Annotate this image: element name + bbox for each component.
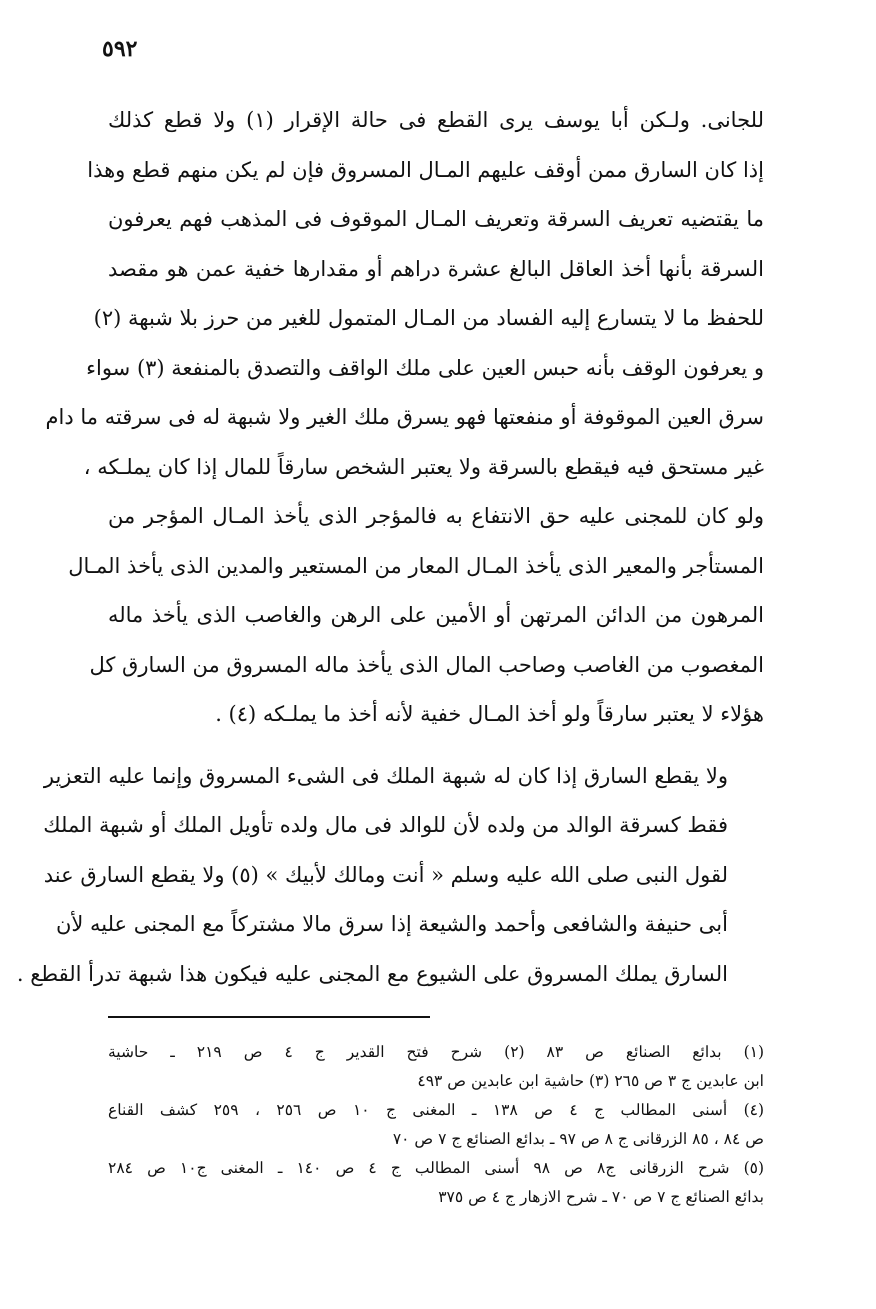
- text-line: السارق يملك المسروق على الشيوع مع المجنى عليه فيكون هذا شبهة تدرأ القطع .: [16, 961, 728, 986]
- footnote-line: ص ٨٤ ، ٨٥ الزرقانى ج ٨ ص ٩٧ ـ بدائع الصنائع ج ٧ ص ٧٠: [392, 1130, 764, 1148]
- footnote-line: ابن عابدين ج ٣ ص ٢٦٥ (٣) حاشية ابن عابدين ص ٤٩٣: [417, 1072, 764, 1090]
- text-line: هؤلاء لا يعتبر سارقاً ولو أخذ المـال خفية لأنه أخذ ما يملـكه (٤) .: [215, 702, 764, 726]
- text-line: لقول النبى صلى الله عليه وسلم « أنت ومالك لأبيك » (٥) ولا يقطع السارق عند: [43, 862, 728, 887]
- text-line: فقط كسرقة الوالد من ولده لأن للوالد فى مال ولده تأويل الملك أو شبهة الملك: [43, 813, 728, 837]
- text-line: ولو كان للمجنى عليه حق الانتفاع به فالمؤجر الذى يأخذ المـال المؤجر من: [108, 504, 764, 528]
- text-line: و يعرفون الوقف بأنه حبس العين على ملك الواقف والتصدق بالمنفعة (٣) سواء: [86, 355, 764, 380]
- footnote-line: (٤) أسنى المطالب ج ٤ ص ١٣٨ ـ المغنى ج ١٠ ص ٢٥٦ ، ٢٥٩ كشف القناع: [108, 1101, 765, 1119]
- text-line: المستأجر والمعير الذى يأخذ المـال المعار من المستعير والمدين الذى يأخذ المـال: [68, 553, 764, 578]
- main-text: [16, 96, 764, 999]
- text-line: للجانى. ولـكن أبا يوسف يرى القطع فى حالة الإقرار (١) ولا قطع كذلك: [108, 108, 764, 132]
- text-line: ولا يقطع السارق إذا كان له شبهة الملك فى الشىء المسروق وإنما عليه التعزير: [43, 763, 728, 788]
- footnotes: [108, 1038, 764, 1212]
- footnote-line: بدائع الصنائع ج ٧ ص ٧٠ ـ شرح الازهار ج ٤ ص ٣٧٥: [438, 1188, 764, 1206]
- text-line: المغصوب من الغاصب وصاحب المال الذى يأخذ ماله المسروق من السارق كل: [89, 652, 764, 677]
- footnote-line: (١) بدائع الصنائع ص ٨٣ (٢) شرح فتح القدير ج ٤ ص ٢١٩ ـ حاشية: [108, 1043, 765, 1061]
- text-line: السرقة بأنها أخذ العاقل البالغ عشرة دراهم أو مقدارها خفية عمن هو مقصد: [108, 256, 764, 281]
- text-line: سرق العين الموقوفة أو منفعتها فهو يسرق ملك الغير ولا شبهة له فى سرقته ما دام: [45, 405, 764, 429]
- text-line: إذا كان السارق ممن أوقف عليهم المـال المسروق فإن لم يكن منهم قطع وهذا: [87, 157, 764, 182]
- text-line: المرهون من الدائن المرتهن أو الأمين على الرهن والغاصب الذى يأخذ ماله: [108, 603, 764, 627]
- text-line: أبى حنيفة والشافعى وأحمد والشيعة إذا سرق مالا مشتركاً مع المجنى عليه لأن: [55, 912, 728, 936]
- text-line: غير مستحق فيه فيقطع بالسرقة ولا يعتبر الشخص سارقاً للمال إذا كان يملـكه ،: [83, 454, 764, 479]
- text-line: للحفظ ما لا يتسارع إليه الفساد من المـال المتمول للغير من حرز بلا شبهة (٢): [93, 306, 764, 330]
- paragraph-2: [16, 752, 764, 1000]
- text-line: ما يقتضيه تعريف السرقة وتعريف المـال الموقوف فى المذهب فهم يعرفون: [108, 207, 764, 231]
- paragraph-1: [45, 96, 764, 740]
- footnote-line: (٥) شرح الزرقانى ج٨ ص ٩٨ أسنى المطالب ج ٤ ص ١٤٠ ـ المغنى ج١٠ ص ٢٨٤: [108, 1159, 765, 1177]
- footnote-divider: [108, 1016, 430, 1018]
- page-number: ٥٩٢: [102, 36, 138, 62]
